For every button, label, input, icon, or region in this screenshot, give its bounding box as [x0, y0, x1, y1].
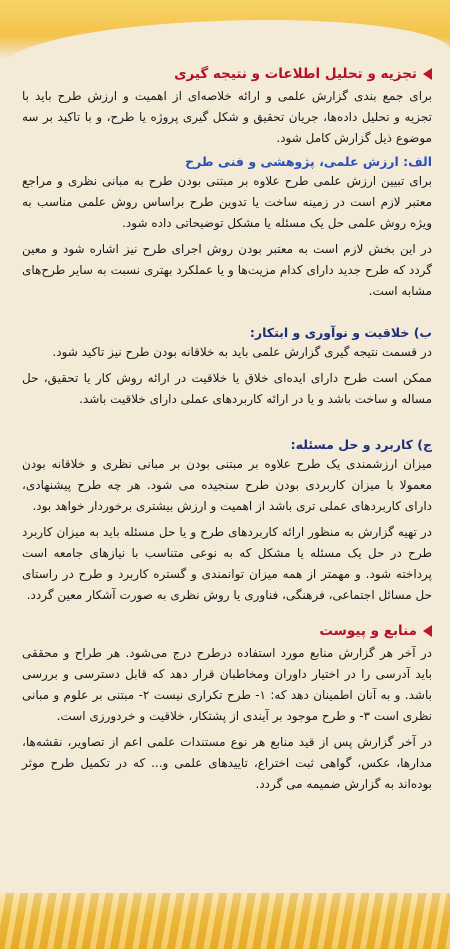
paragraph: در آخر هر گزارش منابع مورد استفاده درطرح درج می‌شود. هر طراح و محققی باید آدرسی را در اختیار داوران ومخاطبان قرار دهد که قابل دسترسی و بررسی باشد. و به آنان اطمینان دهد که: ۱- طرح تکراری نیست ۲- مبتنی بر علوم و مبانی نظری است ۳- و طرح موجود بر آیندی از پشتکار، خلاقیت و خردورزی است.	[22, 646, 432, 723]
section-heading-sources	[22, 623, 432, 639]
intro-paragraph: برای جمع بندی گزارش علمی و ارائه خلاصه‌ای از اهمیت و ارزش طرح باید با تجزیه و تحلیل داده‌ها، جریان تحقیق و شکل گیری پروژه یا طرح، و با تاکید بر سه موضوع ذیل گزارش کامل شود.	[22, 89, 432, 145]
subheading-creativity: ب) خلاقیت و نوآوری و ابتکار:	[249, 325, 432, 340]
top-swoosh	[0, 20, 450, 70]
document-body	[22, 66, 432, 800]
paragraph: در قسمت نتیجه گیری گزارش علمی باید به خلاقانه بودن طرح نیز تاکید شود.	[52, 345, 432, 359]
subheading-application: ج) کاربرد و حل مسئله:	[290, 437, 432, 452]
paragraph: در تهیه گزارش به منظور ارائه کاربردهای طرح و یا حل مسئله باید به میزان کاربرد طرح در حل یک مسئله یا مشکل که به نوعی متناسب با نیازهای جامعه است پرداخته شود. و مهمتر از همه میزان توانمندی و گستره کاربرد و طرح در راستای حل مسائل اجتماعی، فرهنگی، فناوری یا روش نظری به صورت آشکار معین گردد.	[22, 525, 432, 602]
paragraph: در آخر گزارش پس از قید منابع هر نوع مستندات علمی اعم از تصاویر، نقشه‌ها، مدارها، عکس، گواهی ثبت اختراع، تاییدهای علمی و... که در تکمیل طرح موثر بوده‌اند به گزارش ضمیمه می گردد.	[22, 735, 432, 791]
triangle-bullet-icon	[423, 625, 432, 637]
paragraph: ممکن است طرح دارای ایده‌ای خلاق یا خلاقیت در ارائه روش کار یا تحقیق، حل مساله و ساخت باشد و یا در ارائه کاربردهای عملی دارای خلاقیت باشد.	[22, 371, 432, 406]
section-heading-text: منابع و پیوست	[319, 623, 417, 639]
bottom-decorative-band	[0, 893, 450, 949]
section-heading-text: تجزیه و تحلیل اطلاعات و نتیجه گیری	[174, 66, 417, 82]
paragraph: در این بخش لازم است به معتبر بودن روش اجرای طرح نیز اشاره شود و معین گردد که طرح جدید دارای کدام مزیت‌ها و یا عملکرد بهتری نسبت به سایر طرح‌های مشابه است.	[22, 242, 432, 298]
section-heading-analysis	[22, 66, 432, 82]
triangle-bullet-icon	[423, 68, 432, 80]
paragraph: برای تبیین ارزش علمی طرح علاوه بر مبتنی بودن طرح به مبانی نظری و مراجع معتبر لازم است در زمینه ساخت یا تدوین طرح براساس روش علمی مناسب به ویژه روش علمی حل یک مسئله یا مشکل توضیحاتی داده شود.	[22, 174, 432, 230]
top-decorative-band	[0, 0, 450, 60]
paragraph: میزان ارزشمندی یک طرح علاوه بر مبتنی بودن بر مبانی نظری و خلاقانه بودن معمولا با میزان کاربردی بودن طرح سنجیده می شود. هر چه طرح پیشنهادی، دارای کاربردهای عملی تری باشد از اهمیت و ارزش بیشتری برخوردار خواهد بود.	[22, 457, 432, 513]
subheading-scientific-value: الف: ارزش علمی، پژوهشی و فنی طرح	[185, 154, 432, 169]
